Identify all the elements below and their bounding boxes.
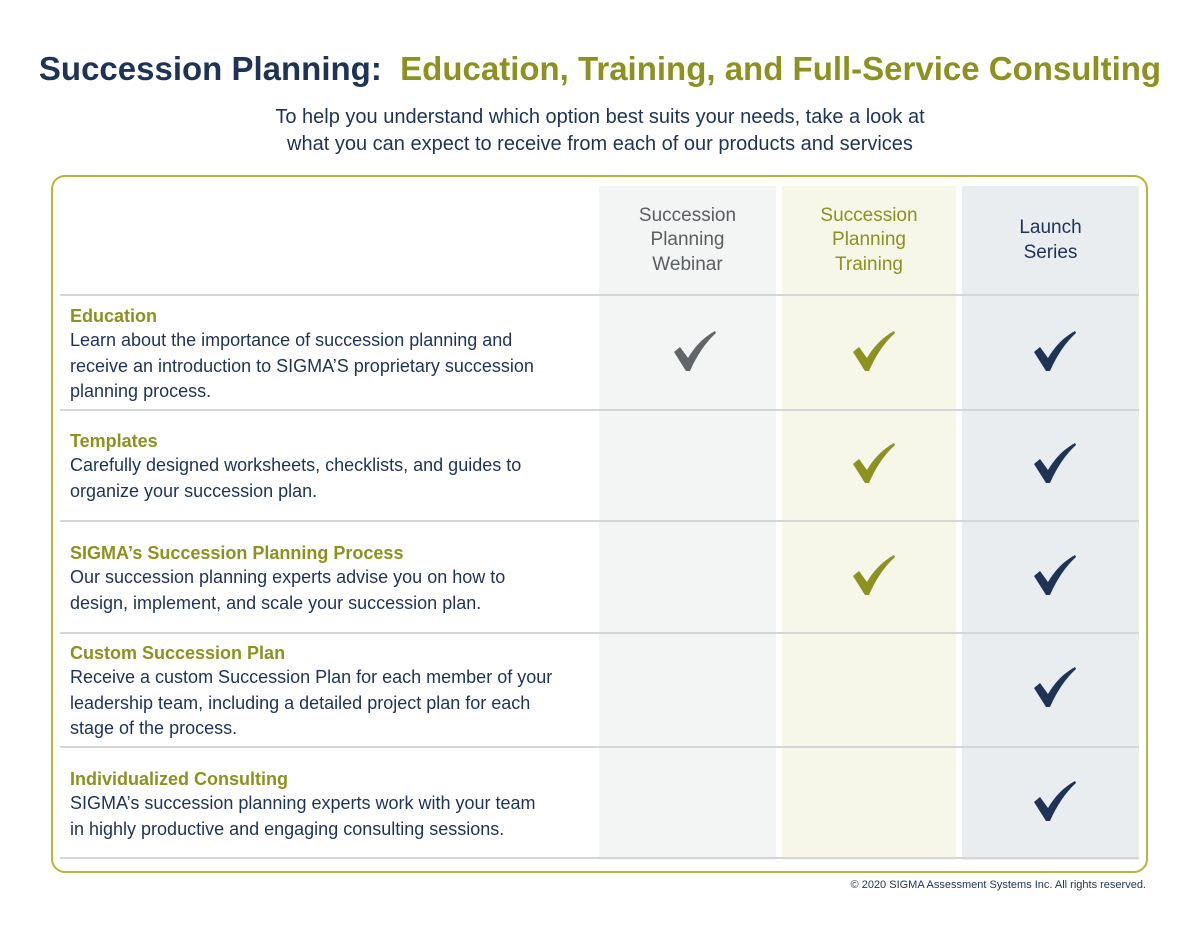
row-custom-plan bbox=[70, 641, 590, 742]
column-header-training bbox=[782, 186, 956, 295]
row-description-line: planning process. bbox=[70, 381, 212, 401]
row-consulting bbox=[70, 767, 590, 842]
page-title bbox=[0, 50, 1200, 88]
row-divider bbox=[60, 746, 1139, 748]
column-header-line: Planning bbox=[650, 229, 725, 251]
row-description bbox=[70, 665, 590, 742]
row-description-line: in highly productive and engaging consulting sessions. bbox=[70, 818, 505, 839]
title-secondary: Education, Training, and Full-Service Consulting bbox=[400, 50, 1162, 87]
row-description bbox=[70, 328, 590, 405]
column-header-line: Series bbox=[1023, 241, 1078, 263]
row-description bbox=[70, 453, 590, 504]
row-description-line: Our succession planning experts advise you on how to bbox=[70, 567, 506, 587]
subtitle-line: To help you understand which option best suits your needs, take a look at bbox=[275, 106, 925, 128]
row-description-line: stage of the process. bbox=[70, 718, 238, 738]
row-description-line: Carefully designed worksheets, checklists, and guides to bbox=[70, 455, 522, 475]
row-description-line: leadership team, including a detailed project plan for each bbox=[70, 692, 531, 713]
subtitle-line: what you can expect to receive from each of our products and services bbox=[287, 133, 913, 155]
checkmark-icon bbox=[671, 330, 717, 374]
title-primary: Succession Planning: bbox=[38, 50, 382, 87]
checkmark-icon bbox=[1031, 554, 1077, 598]
row-planning-process bbox=[70, 541, 590, 616]
row-title: Custom Succession Plan bbox=[70, 643, 286, 663]
copyright-notice: © 2020 SIGMA Assessment Systems Inc. All rights reserved. bbox=[850, 879, 1146, 891]
row-description bbox=[70, 791, 590, 842]
row-description-line: organize your succession plan. bbox=[70, 480, 318, 501]
checkmark-icon bbox=[1031, 780, 1077, 824]
row-education bbox=[70, 304, 590, 405]
row-divider bbox=[60, 409, 1139, 411]
row-divider bbox=[60, 520, 1139, 522]
row-divider bbox=[60, 294, 1139, 296]
row-description-line: receive an introduction to SIGMA’S proprietary succession bbox=[70, 355, 534, 376]
row-title: SIGMA’s Succession Planning Process bbox=[70, 543, 404, 563]
checkmark-icon bbox=[1031, 330, 1077, 374]
column-header-line: Succession bbox=[638, 204, 737, 226]
row-description-line: Receive a custom Succession Plan for each member of your bbox=[70, 667, 553, 687]
column-header-line: Planning bbox=[832, 229, 906, 251]
page-subtitle bbox=[200, 104, 1000, 158]
column-header-launch bbox=[962, 186, 1139, 295]
column-header-line: Webinar bbox=[652, 253, 723, 275]
checkmark-icon bbox=[850, 330, 896, 374]
row-description bbox=[70, 565, 590, 616]
row-title: Templates bbox=[70, 431, 158, 451]
row-description-line: Learn about the importance of succession planning and bbox=[70, 330, 513, 350]
row-templates bbox=[70, 429, 590, 504]
row-description-line: design, implement, and scale your succession plan. bbox=[70, 592, 482, 613]
column-header-line: Launch bbox=[1019, 217, 1082, 238]
row-divider bbox=[60, 632, 1139, 634]
row-description-line: SIGMA’s succession planning experts work with your team bbox=[70, 793, 536, 813]
checkmark-icon bbox=[850, 554, 896, 598]
row-divider bbox=[60, 857, 1139, 859]
checkmark-icon bbox=[850, 442, 896, 486]
column-header-line: Succession bbox=[820, 204, 918, 226]
row-title: Education bbox=[70, 306, 158, 326]
column-header-webinar bbox=[599, 186, 776, 295]
row-title: Individualized Consulting bbox=[70, 769, 288, 789]
column-header-line: Training bbox=[835, 253, 903, 275]
checkmark-icon bbox=[1031, 666, 1077, 710]
checkmark-icon bbox=[1031, 442, 1077, 486]
